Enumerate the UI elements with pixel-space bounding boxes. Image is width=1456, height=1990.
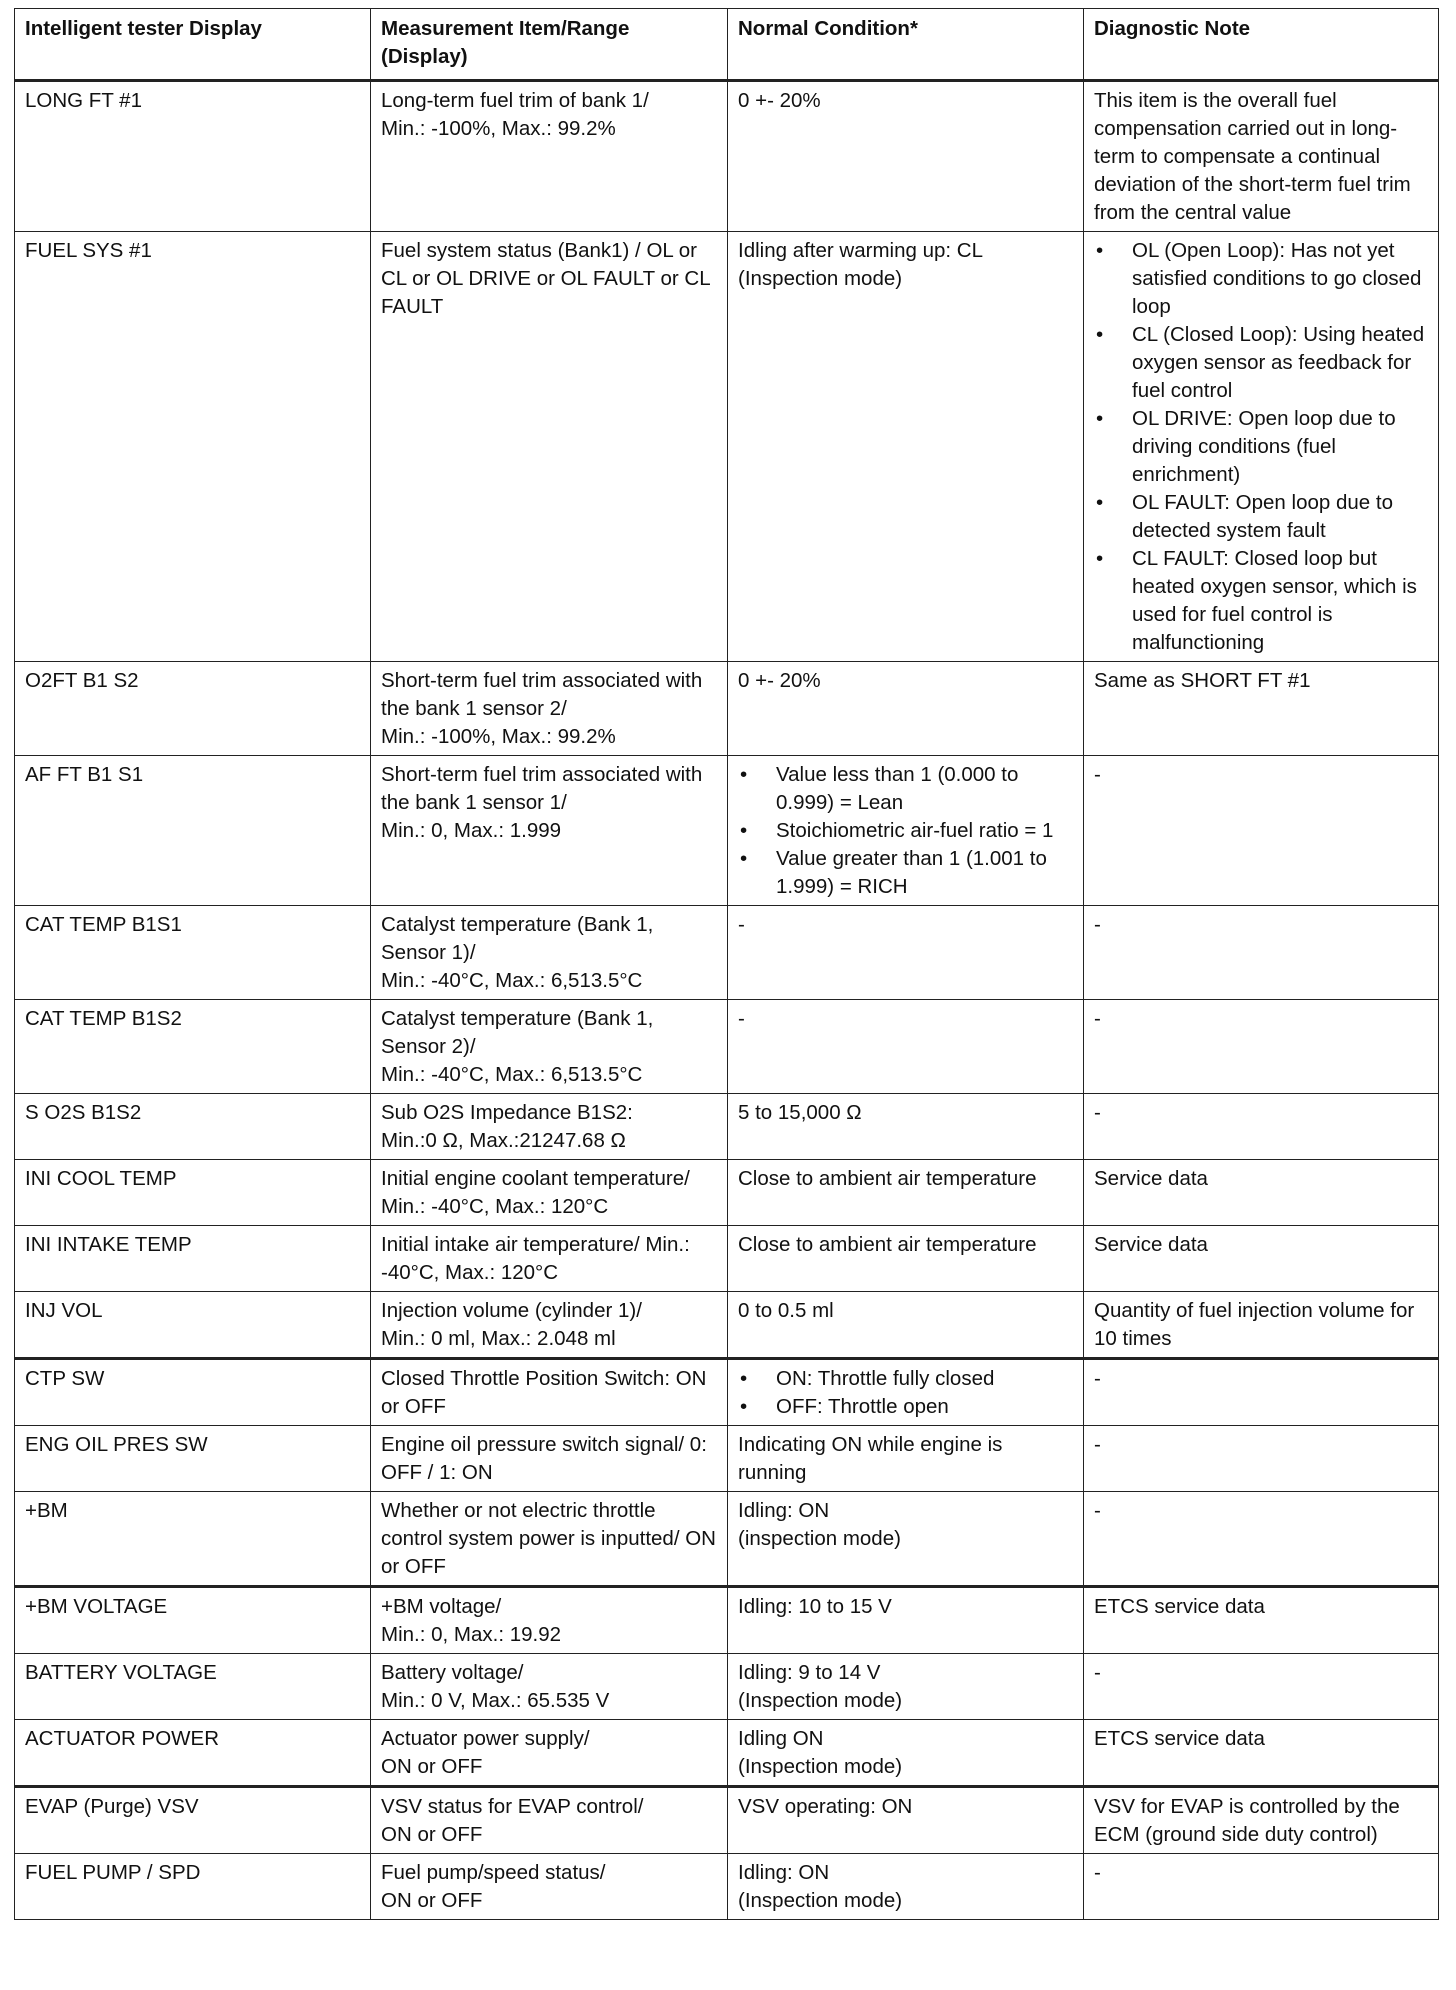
text-line: Idling ON bbox=[738, 1727, 824, 1750]
text-line: ON or OFF bbox=[381, 1755, 483, 1778]
header-measurement-item: Measurement Item/Range (Display) bbox=[371, 9, 728, 81]
cell-note bbox=[1084, 756, 1439, 906]
cell-normal bbox=[728, 232, 1084, 662]
cell-note bbox=[1084, 232, 1439, 662]
table-row bbox=[15, 756, 1439, 906]
table-row bbox=[15, 1654, 1439, 1720]
text-line: - bbox=[1094, 1433, 1101, 1456]
text-line: 0 +- 20% bbox=[738, 669, 821, 692]
cell-item bbox=[371, 232, 728, 662]
cell-normal bbox=[728, 1854, 1084, 1920]
text-line: Initial intake air temperature/ Min.: -40°C, Max.: 120°C bbox=[381, 1233, 690, 1284]
table-row bbox=[15, 1094, 1439, 1160]
cell-normal bbox=[728, 1094, 1084, 1160]
table-row bbox=[15, 1359, 1439, 1426]
text-line: ETCS service data bbox=[1094, 1595, 1265, 1618]
text-line: Engine oil pressure switch signal/ 0: OFF / 1: ON bbox=[381, 1433, 707, 1484]
text-line: - bbox=[738, 1007, 745, 1030]
cell-display: ENG OIL PRES SW bbox=[15, 1426, 371, 1492]
text-line: Catalyst temperature (Bank 1, Sensor 1)/ bbox=[381, 913, 654, 964]
text-line: VSV for EVAP is controlled by the ECM (ground side duty control) bbox=[1094, 1795, 1400, 1846]
bullet-list bbox=[738, 761, 1073, 901]
cell-display: CAT TEMP B1S2 bbox=[15, 1000, 371, 1094]
cell-item bbox=[371, 1787, 728, 1854]
text-line: 0 to 0.5 ml bbox=[738, 1299, 834, 1322]
cell-item bbox=[371, 906, 728, 1000]
cell-item bbox=[371, 81, 728, 232]
text-line: Same as SHORT FT #1 bbox=[1094, 669, 1311, 692]
table-row bbox=[15, 1492, 1439, 1587]
cell-normal bbox=[728, 1292, 1084, 1359]
cell-item bbox=[371, 662, 728, 756]
bullet-list bbox=[1094, 237, 1428, 657]
cell-display: CAT TEMP B1S1 bbox=[15, 906, 371, 1000]
cell-item bbox=[371, 1226, 728, 1292]
cell-item bbox=[371, 1160, 728, 1226]
text-line: Min.: 0, Max.: 19.92 bbox=[381, 1623, 562, 1646]
cell-item bbox=[371, 1000, 728, 1094]
bullet-item: • CL FAULT: Closed loop but heated oxygen sensor, which is used for fuel control is malfunctioning bbox=[1094, 545, 1428, 657]
text-line: Long-term fuel trim of bank 1/ bbox=[381, 89, 649, 112]
table-header-row bbox=[15, 9, 1439, 81]
cell-item bbox=[371, 1492, 728, 1587]
cell-note bbox=[1084, 1587, 1439, 1654]
cell-normal bbox=[728, 662, 1084, 756]
cell-item bbox=[371, 1587, 728, 1654]
text-line: - bbox=[738, 913, 745, 936]
text-line: Service data bbox=[1094, 1167, 1208, 1190]
text-line: - bbox=[1094, 1101, 1101, 1124]
header-diagnostic-note: Diagnostic Note bbox=[1084, 9, 1439, 81]
cell-normal bbox=[728, 906, 1084, 1000]
cell-display: +BM VOLTAGE bbox=[15, 1587, 371, 1654]
cell-display: S O2S B1S2 bbox=[15, 1094, 371, 1160]
text-line: Min.: 0 ml, Max.: 2.048 ml bbox=[381, 1327, 616, 1350]
text-line: This item is the overall fuel compensation carried out in long-term to compensate a continual deviation of the short-term fuel trim from the central value bbox=[1094, 89, 1411, 224]
cell-display: INI INTAKE TEMP bbox=[15, 1226, 371, 1292]
text-line: 0 +- 20% bbox=[738, 89, 821, 112]
cell-display: FUEL SYS #1 bbox=[15, 232, 371, 662]
text-line: +BM voltage/ bbox=[381, 1595, 502, 1618]
header-normal-condition: Normal Condition* bbox=[728, 9, 1084, 81]
cell-display: INI COOL TEMP bbox=[15, 1160, 371, 1226]
cell-note bbox=[1084, 81, 1439, 232]
table-row bbox=[15, 1587, 1439, 1654]
cell-display: AF FT B1 S1 bbox=[15, 756, 371, 906]
cell-normal bbox=[728, 1000, 1084, 1094]
text-line: Min.: 0 V, Max.: 65.535 V bbox=[381, 1689, 610, 1712]
cell-normal bbox=[728, 1654, 1084, 1720]
text-line: Actuator power supply/ bbox=[381, 1727, 590, 1750]
cell-display: +BM bbox=[15, 1492, 371, 1587]
text-line: (Inspection mode) bbox=[738, 1889, 903, 1912]
text-line: Close to ambient air temperature bbox=[738, 1167, 1037, 1190]
text-line: Idling: 9 to 14 V bbox=[738, 1661, 881, 1684]
text-line: Min.: -100%, Max.: 99.2% bbox=[381, 725, 616, 748]
table-row bbox=[15, 906, 1439, 1000]
header-tester-display: Intelligent tester Display bbox=[15, 9, 371, 81]
text-line: Indicating ON while engine is running bbox=[738, 1433, 1003, 1484]
bullet-item: • Value greater than 1 (1.001 to 1.999) = RICH bbox=[738, 845, 1073, 901]
text-line: Closed Throttle Position Switch: ON or OFF bbox=[381, 1367, 707, 1418]
table-row bbox=[15, 662, 1439, 756]
cell-item bbox=[371, 756, 728, 906]
table-row bbox=[15, 232, 1439, 662]
cell-item bbox=[371, 1292, 728, 1359]
diagnostic-data-table bbox=[14, 8, 1439, 1920]
cell-note bbox=[1084, 906, 1439, 1000]
cell-item bbox=[371, 1854, 728, 1920]
cell-note bbox=[1084, 1720, 1439, 1787]
text-line: VSV status for EVAP control/ bbox=[381, 1795, 644, 1818]
cell-display: FUEL PUMP / SPD bbox=[15, 1854, 371, 1920]
cell-display: BATTERY VOLTAGE bbox=[15, 1654, 371, 1720]
cell-normal bbox=[728, 1787, 1084, 1854]
cell-normal bbox=[728, 1226, 1084, 1292]
cell-normal bbox=[728, 756, 1084, 906]
cell-normal bbox=[728, 1160, 1084, 1226]
cell-display: O2FT B1 S2 bbox=[15, 662, 371, 756]
table-row bbox=[15, 1720, 1439, 1787]
text-line: Initial engine coolant temperature/ Min.: -40°C, Max.: 120°C bbox=[381, 1167, 690, 1218]
cell-normal bbox=[728, 81, 1084, 232]
cell-normal bbox=[728, 1359, 1084, 1426]
cell-note bbox=[1084, 1359, 1439, 1426]
text-line: Whether or not electric throttle control system power is inputted/ ON or OFF bbox=[381, 1499, 716, 1578]
text-line: - bbox=[1094, 1367, 1101, 1390]
bullet-item: • OL (Open Loop): Has not yet satisfied conditions to go closed loop bbox=[1094, 237, 1428, 321]
text-line: ETCS service data bbox=[1094, 1727, 1265, 1750]
text-line: Service data bbox=[1094, 1233, 1208, 1256]
text-line: Min.: 0, Max.: 1.999 bbox=[381, 819, 562, 842]
text-line: Idling after warming up: CL bbox=[738, 239, 983, 262]
cell-note bbox=[1084, 1000, 1439, 1094]
cell-item bbox=[371, 1426, 728, 1492]
text-line: Fuel pump/speed status/ bbox=[381, 1861, 606, 1884]
table-row bbox=[15, 1000, 1439, 1094]
text-line: 5 to 15,000 Ω bbox=[738, 1101, 862, 1124]
cell-note bbox=[1084, 1426, 1439, 1492]
text-line: Fuel system status (Bank1) / OL or CL or OL DRIVE or OL FAULT or CL FAULT bbox=[381, 239, 710, 318]
bullet-item: • OL FAULT: Open loop due to detected system fault bbox=[1094, 489, 1428, 545]
bullet-item: • OFF: Throttle open bbox=[738, 1393, 1073, 1421]
bullet-list bbox=[738, 1365, 1073, 1421]
table-row bbox=[15, 1160, 1439, 1226]
text-line: - bbox=[1094, 763, 1101, 786]
table-row bbox=[15, 1226, 1439, 1292]
cell-normal bbox=[728, 1492, 1084, 1587]
cell-item bbox=[371, 1720, 728, 1787]
cell-note bbox=[1084, 1094, 1439, 1160]
text-line: ON or OFF bbox=[381, 1823, 483, 1846]
cell-item bbox=[371, 1359, 728, 1426]
text-line: Sub O2S Impedance B1S2: bbox=[381, 1101, 633, 1124]
cell-display: CTP SW bbox=[15, 1359, 371, 1426]
cell-note bbox=[1084, 1226, 1439, 1292]
table-row bbox=[15, 1292, 1439, 1359]
text-line: Short-term fuel trim associated with the bank 1 sensor 2/ bbox=[381, 669, 703, 720]
text-line: Catalyst temperature (Bank 1, Sensor 2)/ bbox=[381, 1007, 654, 1058]
cell-note bbox=[1084, 1854, 1439, 1920]
cell-normal bbox=[728, 1720, 1084, 1787]
text-line: - bbox=[1094, 1861, 1101, 1884]
text-line: Idling: ON bbox=[738, 1861, 830, 1884]
text-line: Injection volume (cylinder 1)/ bbox=[381, 1299, 642, 1322]
text-line: Min.: -100%, Max.: 99.2% bbox=[381, 117, 616, 140]
text-line: ON or OFF bbox=[381, 1889, 483, 1912]
text-line: Min.: -40°C, Max.: 6,513.5°C bbox=[381, 1063, 643, 1086]
cell-item bbox=[371, 1094, 728, 1160]
table-row bbox=[15, 81, 1439, 232]
text-line: (inspection mode) bbox=[738, 1527, 901, 1550]
cell-note bbox=[1084, 1292, 1439, 1359]
cell-note bbox=[1084, 1654, 1439, 1720]
cell-normal bbox=[728, 1587, 1084, 1654]
text-line: - bbox=[1094, 1499, 1101, 1522]
cell-note bbox=[1084, 1160, 1439, 1226]
cell-note bbox=[1084, 1492, 1439, 1587]
bullet-item: • CL (Closed Loop): Using heated oxygen sensor as feedback for fuel control bbox=[1094, 321, 1428, 405]
text-line: VSV operating: ON bbox=[738, 1795, 913, 1818]
cell-display: LONG FT #1 bbox=[15, 81, 371, 232]
table-row bbox=[15, 1854, 1439, 1920]
cell-note bbox=[1084, 662, 1439, 756]
text-line: - bbox=[1094, 1661, 1101, 1684]
bullet-item: • ON: Throttle fully closed bbox=[738, 1365, 1073, 1393]
cell-normal bbox=[728, 1426, 1084, 1492]
text-line: Quantity of fuel injection volume for 10 times bbox=[1094, 1299, 1415, 1350]
text-line: Short-term fuel trim associated with the bank 1 sensor 1/ bbox=[381, 763, 703, 814]
text-line: Battery voltage/ bbox=[381, 1661, 524, 1684]
bullet-item: • OL DRIVE: Open loop due to driving conditions (fuel enrichment) bbox=[1094, 405, 1428, 489]
cell-item bbox=[371, 1654, 728, 1720]
text-line: Idling: 10 to 15 V bbox=[738, 1595, 892, 1618]
text-line: (Inspection mode) bbox=[738, 267, 903, 290]
table-row bbox=[15, 1787, 1439, 1854]
cell-display: EVAP (Purge) VSV bbox=[15, 1787, 371, 1854]
text-line: Min.:0 Ω, Max.:21247.68 Ω bbox=[381, 1129, 626, 1152]
text-line: - bbox=[1094, 913, 1101, 936]
text-line: Min.: -40°C, Max.: 6,513.5°C bbox=[381, 969, 643, 992]
text-line: - bbox=[1094, 1007, 1101, 1030]
text-line: Idling: ON bbox=[738, 1499, 830, 1522]
text-line: Close to ambient air temperature bbox=[738, 1233, 1037, 1256]
bullet-item: • Stoichiometric air-fuel ratio = 1 bbox=[738, 817, 1073, 845]
bullet-item: • Value less than 1 (0.000 to 0.999) = Lean bbox=[738, 761, 1073, 817]
cell-display: INJ VOL bbox=[15, 1292, 371, 1359]
text-line: (Inspection mode) bbox=[738, 1689, 903, 1712]
table-row bbox=[15, 1426, 1439, 1492]
text-line: (Inspection mode) bbox=[738, 1755, 903, 1778]
cell-display: ACTUATOR POWER bbox=[15, 1720, 371, 1787]
cell-note bbox=[1084, 1787, 1439, 1854]
